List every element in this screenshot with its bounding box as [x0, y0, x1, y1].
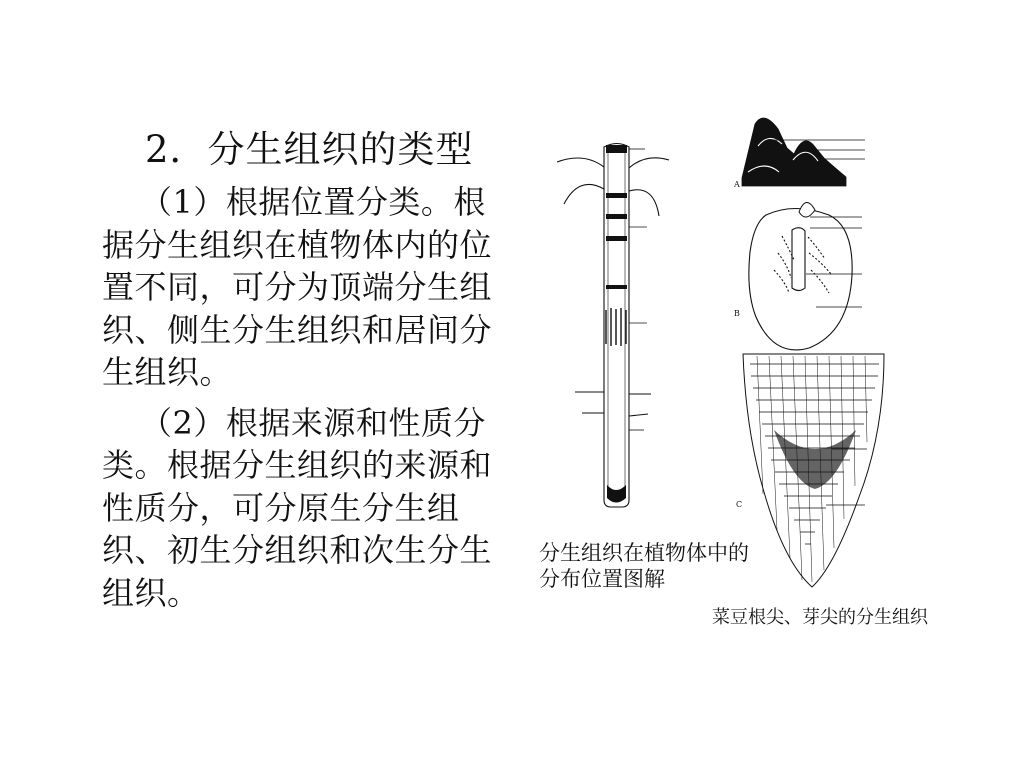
- root-branch-right-lower: [629, 414, 648, 416]
- panel-b-pointers: [806, 217, 862, 307]
- intercalary-band-1: [606, 193, 627, 198]
- leaf-left-upper: [557, 158, 604, 167]
- panel-a-shoot-apex: [733, 118, 865, 189]
- panel-a-letter: A: [734, 180, 740, 189]
- intercalary-band-2: [606, 214, 627, 219]
- panel-c-letter: C: [736, 500, 743, 509]
- plant-meristem-shading: [606, 145, 627, 503]
- paragraph-position-classification: （1）根据位置分类。根据分生组织在植物体内的位置不同，可分为顶端分生组织、侧生分生组织和居间分生组织。: [102, 183, 493, 391]
- paragraph-origin-classification: （2）根据来源和性质分类。根据分生组织的来源和性质分，可分原生分生组织、初生分组织和次生分生组织。: [102, 403, 493, 612]
- intercalary-band-3: [606, 236, 627, 241]
- intercalary-band-4: [606, 285, 627, 289]
- lateral-meristem-lines: [606, 308, 626, 346]
- panel-c-root-tip: [736, 354, 884, 587]
- leaf-left-lower: [564, 184, 604, 204]
- slide-title: 2．分生组织的类型: [145, 128, 474, 171]
- shoot-apex-tissue: [742, 118, 846, 186]
- leaf-right-lower: [629, 190, 659, 216]
- distribution-diagram-caption: 分生组织在植物体中的分布位置图解: [539, 541, 749, 591]
- root-apical-meristem: [607, 485, 626, 503]
- leaf-right-upper: [629, 158, 669, 168]
- panel-b-letter: B: [734, 309, 740, 318]
- body-text: [102, 181, 492, 614]
- young-leaf: [799, 202, 815, 217]
- apical-meristem-top: [606, 145, 627, 153]
- plant-meristem-distribution-diagram: [557, 144, 669, 508]
- bean-root-shoot-caption: 菜豆根尖、芽尖的分生组织: [712, 607, 928, 628]
- panel-b-seed: [734, 202, 862, 349]
